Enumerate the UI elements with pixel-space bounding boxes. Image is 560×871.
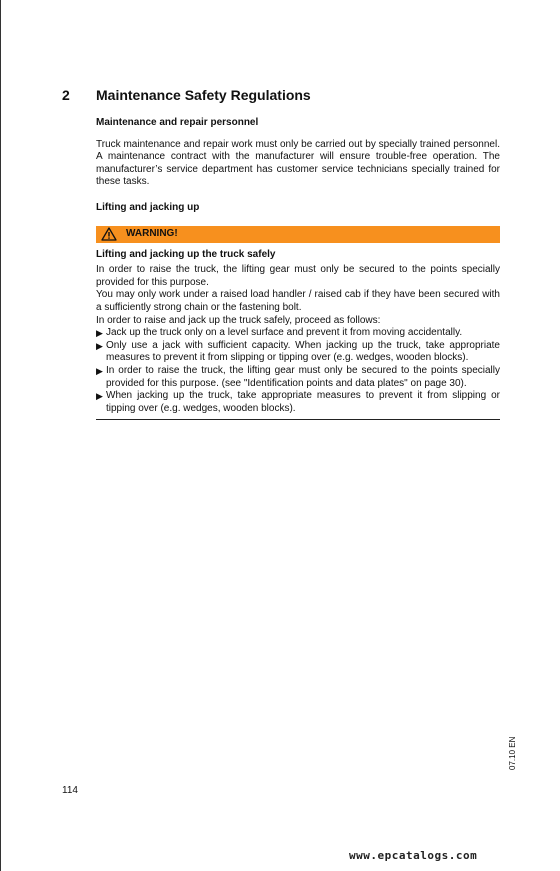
page-edge-rule: [0, 0, 1, 871]
bullet-arrow-icon: ▶: [96, 391, 103, 402]
chapter-title: Maintenance Safety Regulations: [96, 87, 311, 103]
warning-heading: Lifting and jacking up the truck safely: [96, 248, 276, 260]
main-content: [96, 117, 500, 420]
chapter-number: 2: [62, 87, 70, 103]
edition-code: 07.10 EN: [508, 736, 517, 770]
bullet-text: Jack up the truck only on a level surface and prevent it from moving accidentally.: [106, 327, 463, 339]
bullet-text: Only use a jack with sufficient capacity. When jacking up the truck, take appropriate measures to prevent it from slipping or tipping over (e.g. wedges, wooden blocks).: [106, 339, 500, 364]
watermark-text: www.epcatalogs.com: [349, 849, 478, 862]
warning-label: WARNING!: [126, 227, 178, 239]
warning-paragraph: You may only work under a raised load handler / raised cab if they have been secured with a sufficiently strong chain or the fastening bolt.: [96, 289, 500, 313]
warning-bullet: [96, 327, 500, 340]
personnel-heading: Maintenance and repair personnel: [96, 117, 259, 128]
bullet-arrow-icon: ▶: [96, 328, 103, 339]
warning-bullet: [96, 340, 500, 365]
bullet-text: When jacking up the truck, take appropriate measures to prevent it from slipping or tipping over (e.g. wedges, wooden blocks).: [106, 390, 500, 414]
warning-end-rule: [96, 419, 500, 420]
bullet-text: In order to raise the truck, the lifting gear must only be secured to the points specially provided for this purpose. (see "Identification points and data plates" on page 30).: [106, 364, 500, 389]
bullet-arrow-icon: ▶: [96, 365, 103, 376]
warning-paragraph: In order to raise the truck, the lifting gear must only be secured to the points specially provided for this purpose.: [96, 264, 500, 288]
personnel-paragraph: Truck maintenance and repair work must only be carried out by specially trained personnel. A maintenance contract with the manufacturer will ensure trouble-free operation. The manufacturer’s service department has customer service technicians specially trained for these tasks.: [96, 138, 500, 188]
bullet-arrow-icon: ▶: [96, 340, 103, 351]
warning-banner: [96, 226, 500, 243]
page-number: 114: [62, 785, 78, 796]
warning-triangle-icon: [101, 227, 117, 241]
warning-bullet: [96, 390, 500, 415]
lifting-heading: Lifting and jacking up: [96, 201, 200, 213]
warning-paragraph: In order to raise and jack up the truck safely, proceed as follows:: [96, 314, 381, 326]
warning-bullet: [96, 365, 500, 390]
